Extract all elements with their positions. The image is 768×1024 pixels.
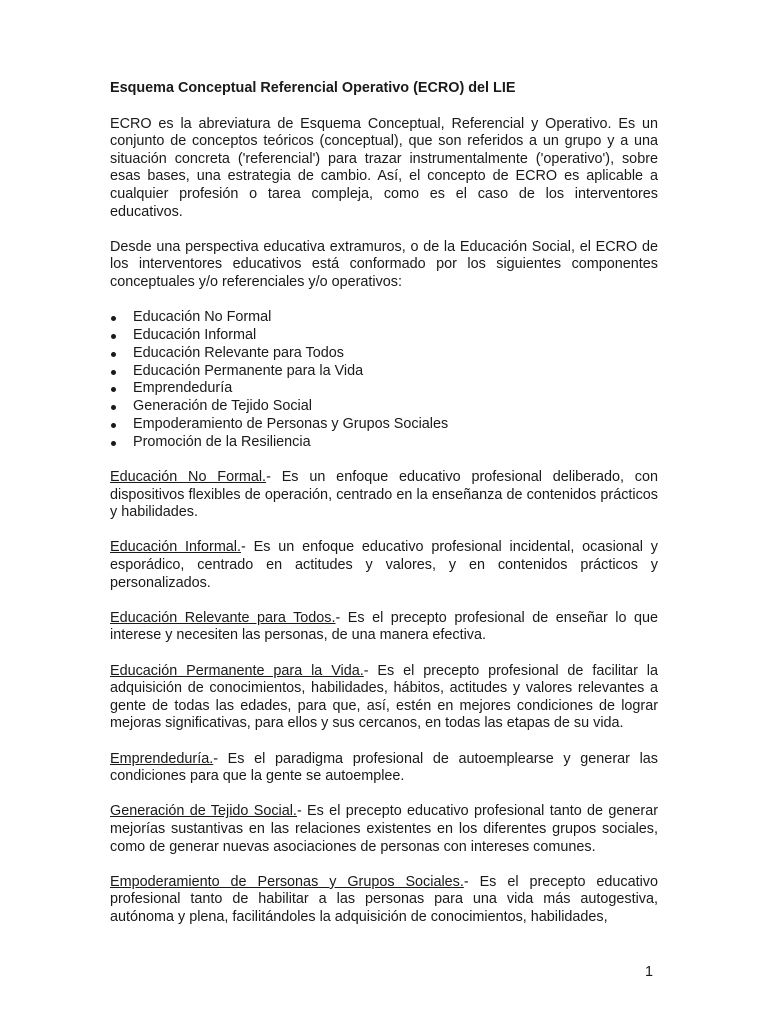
list-item: Promoción de la Resiliencia [110,434,658,452]
definition-paragraph [110,751,658,786]
definition-text: - Es un enfoque educativo profesional incidental, ocasional y esporádico, centrado en actitudes y valores, y en contenidos prácticos y personalizados. [110,539,658,591]
definition-text: - Es el precepto educativo profesional tanto de habilitar a las personas para una vida más autogestiva, autónoma y plena, facilitándoles la adquisición de conocimientos, habilidades, [110,873,658,925]
definition-term: Educación Relevante para Todos. [110,609,336,626]
list-item: Generación de Tejido Social [110,398,658,416]
definition-term: Educación Permanente para la Vida. [110,662,364,679]
definition-term: Educación Informal. [110,539,242,556]
definition-term: Generación de Tejido Social. [110,803,297,820]
definition-paragraph [110,663,658,733]
definition-term: Emprendeduría. [110,750,214,767]
list-item: Emprendeduría [110,380,658,398]
intro-paragraph-1: ECRO es la abreviatura de Esquema Conceptual, Referencial y Operativo. Es un conjunto de conceptos teóricos (conceptual), que son referidos a un grupo y a una situación concreta ('referencial') para trazar instrumentalmente ('operativo'), sobre esas bases, una estrategia de cambio. Así, el concepto de ECRO es aplicable a cualquier profesión o tarea compleja, como es el caso de los interventores educativos. [110,115,658,220]
document-title: Esquema Conceptual Referencial Operativo (ECRO) del LIE [110,80,516,96]
definition-text: - Es el paradigma profesional de autoemplearse y generar las condiciones para que la gente se autoemplee. [110,750,658,785]
definition-term: Educación No Formal. [110,469,267,486]
list-item: Educación Relevante para Todos [110,345,658,363]
components-list [110,309,658,451]
definition-paragraph [110,469,658,522]
definition-paragraph [110,610,658,645]
definition-text: - Es el precepto profesional de facilitar la adquisición de conocimientos, habilidades, hábitos, actitudes y valores relevantes a gente de todas las edades, para que, así, estén en mejores condiciones de lograr mejoras significativas, para ellos y sus cercanos, en todas las etapas de su vida. [110,662,658,732]
definition-paragraph [110,874,658,927]
definition-paragraph [110,803,658,856]
page-number: 1 [645,964,654,980]
definition-term: Empoderamiento de Personas y Grupos Sociales. [110,873,464,890]
list-item: Educación Permanente para la Vida [110,363,658,381]
definition-text: - Es el precepto educativo profesional tanto de generar mejorías sustantivas en las relaciones existentes en los diferentes grupos sociales, como de generar nuevas asociaciones de personas con intereses comunes. [110,803,658,855]
list-item: Educación No Formal [110,309,658,327]
list-item: Educación Informal [110,327,658,345]
list-item: Empoderamiento de Personas y Grupos Sociales [110,416,658,434]
intro-paragraph-2: Desde una perspectiva educativa extramuros, o de la Educación Social, el ECRO de los interventores educativos está conformado por los siguientes componentes conceptuales y/o referenciales y/o operativos: [110,238,658,290]
definition-text: - Es el precepto profesional de enseñar lo que interese y necesiten las personas, de una manera efectiva. [110,609,658,644]
definition-paragraph [110,539,658,592]
definition-text: - Es un enfoque educativo profesional deliberado, con dispositivos flexibles de operación, centrado en la enseñanza de contenidos prácticos y habilidades. [110,469,658,521]
document-page [110,80,658,944]
